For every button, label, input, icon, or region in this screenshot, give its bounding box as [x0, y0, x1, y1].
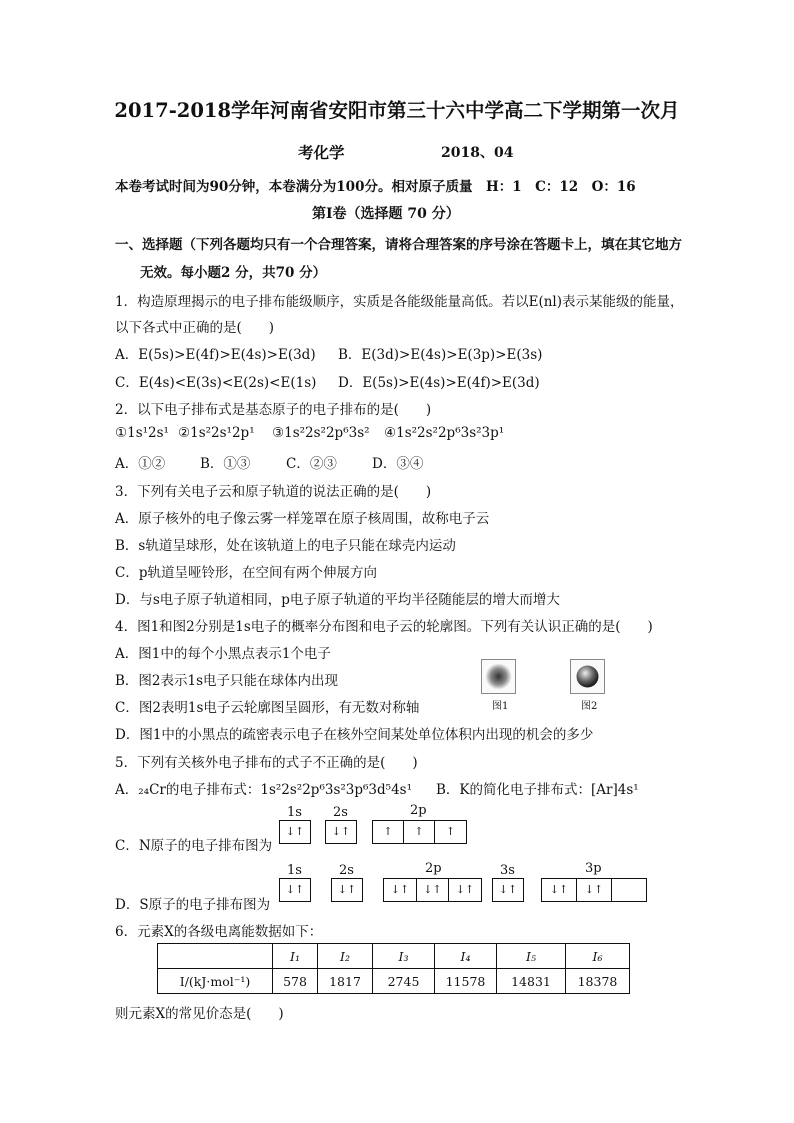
q4-option-b: B．图2表示1s电子只能在球体内出现 — [115, 673, 339, 689]
q5-option-d: D．S原子的电子排布图为 — [115, 897, 271, 913]
q1-stem-2: 以下各式中正确的是( ) — [115, 320, 275, 336]
s-1s-cell: ↓↑ — [285, 883, 305, 896]
s-orbital-label-1s: 1s — [287, 863, 302, 878]
table-cell: 1817 — [318, 969, 373, 994]
table-cell: 18378 — [566, 969, 630, 994]
n-1s-orbital-box — [279, 820, 311, 844]
n-2s-orbital-box — [325, 820, 357, 844]
q4-option-d: D．图1中的小黑点的疏密表示电子在核外空间某处单位体积内出现的机会的多少 — [115, 727, 594, 743]
q6-stem: 6．元素X的各级电离能数据如下： — [115, 924, 323, 940]
s-3p-cell-2: ↓↑ — [577, 879, 612, 901]
n-2s-cell: ↓↑ — [331, 825, 351, 838]
table-cell: 14831 — [497, 969, 566, 994]
s-2p-orbital-box — [383, 878, 482, 902]
s-3s-cell: ↓↑ — [498, 883, 518, 896]
s-orbital-label-3s: 3s — [500, 863, 515, 878]
n-2p-cell-2: ↑ — [404, 821, 435, 843]
q5-option-c: C．N原子的电子排布图为 — [115, 838, 273, 854]
table-header-cell: I₂ — [318, 944, 373, 969]
s-1s-orbital-box — [279, 878, 311, 902]
table-header-row — [158, 944, 630, 969]
page-title: 2017-2018学年河南省安阳市第三十六中学高二下学期第一次月 — [114, 99, 680, 122]
section-instructions-2: 无效。每小题2 分，共70 分） — [140, 265, 327, 281]
table-cell: 2745 — [373, 969, 435, 994]
q5-option-a: A．₂₄Cr的电子排布式：1s²2s²2p⁶3s²3p⁶3d⁵4s¹ — [115, 782, 412, 798]
q4-stem: 4．图1和图2分别是1s电子的概率分布图和电子云的轮廓图。下列有关认识正确的是( ) — [115, 619, 653, 635]
figure-2-contour-image — [570, 659, 605, 694]
q1-stem-1: 1．构造原理揭示的电子排布能级顺序，实质是各能级能量高低。若以E(nl)表示某能级的能量， — [115, 294, 684, 310]
q3-option-a: A．原子核外的电子像云雾一样笼罩在原子核周围，故称电子云 — [115, 511, 490, 527]
n-orbital-label-2s: 2s — [333, 805, 348, 820]
q2-item-1: ①1s¹2s¹ — [115, 425, 169, 441]
q1-option-c: C．E(4s)<E(3s)<E(2s)<E(1s) — [115, 375, 317, 391]
s-2p-cell-3: ↓↑ — [455, 883, 475, 896]
q6-tail: 则元素X的常见价态是( ) — [115, 1006, 284, 1022]
figure-2-label: 图2 — [581, 701, 598, 712]
q4-option-c: C．图2表明1s电子云轮廓图呈圆形，有无数对称轴 — [115, 700, 420, 716]
n-1s-cell: ↓↑ — [285, 825, 305, 838]
table-row — [158, 969, 630, 994]
table-corner-cell — [158, 944, 273, 969]
q4-option-a: A．图1中的每个小黑点表示1个电子 — [115, 646, 331, 662]
q2-item-4: ④1s²2s²2p⁶3s²3p¹ — [384, 425, 505, 441]
q2-item-3: ③1s²2s²2p⁶3s² — [272, 425, 370, 441]
q2-stem: 2．以下电子排布式是基态原子的电子排布的是( ) — [115, 402, 432, 418]
s-3p-cell-1: ↓↑ — [542, 879, 577, 901]
ionization-energy-table — [157, 943, 630, 994]
table-cell: 578 — [273, 969, 318, 994]
q5-option-b: B．K的简化电子排布式：[Ar]4s¹ — [436, 782, 639, 798]
n-2p-orbital-box — [372, 820, 467, 844]
figure-1-label: 图1 — [492, 701, 509, 712]
s-2p-cell-1: ↓↑ — [384, 879, 417, 901]
q1-option-d: D．E(5s)>E(4s)>E(4f)>E(3d) — [338, 375, 540, 391]
table-cell: 11578 — [435, 969, 497, 994]
s-3p-orbital-box — [541, 878, 647, 902]
q2-option-c: C．②③ — [286, 456, 337, 472]
exam-info: 本卷考试时间为90分钟，本卷满分为100分。相对原子质量 H：1 C：12 O：16 — [115, 179, 636, 195]
q2-option-b: B．①③ — [200, 456, 251, 472]
page-subtitle: 考化学 — [298, 143, 345, 162]
q3-option-b: B．s轨道呈球形，处在该轨道上的电子只能在球壳内运动 — [115, 538, 456, 554]
s-3s-orbital-box — [492, 878, 524, 902]
table-row-label: I/(kJ·mol⁻¹) — [158, 969, 273, 994]
table-header-cell: I₆ — [566, 944, 630, 969]
table-header-cell: I₅ — [497, 944, 566, 969]
figure-1-probability-image — [481, 659, 516, 694]
s-orbital-label-3p: 3p — [585, 861, 602, 876]
table-header-cell: I₄ — [435, 944, 497, 969]
s-orbital-label-2p: 2p — [425, 861, 442, 876]
n-2p-cell-1: ↑ — [373, 821, 404, 843]
q2-option-d: D．③④ — [372, 456, 424, 472]
section-instructions-1: 一、选择题（下列各题均只有一个合理答案，请将合理答案的序号涂在答题卡上，填在其它地方 — [115, 237, 682, 253]
s-2s-orbital-box — [331, 878, 363, 902]
exam-date: 2018、04 — [441, 145, 514, 161]
q5-stem: 5．下列有关核外电子排布的式子不正确的是( ) — [115, 755, 418, 771]
table-header-cell: I₃ — [373, 944, 435, 969]
q2-option-a: A．①② — [115, 456, 166, 472]
q3-option-d: D．与s电子原子轨道相同，p电子原子轨道的平均半径随能层的增大而增大 — [115, 592, 560, 608]
q1-option-a: A．E(5s)>E(4f)>E(4s)>E(3d) — [115, 347, 316, 363]
n-orbital-label-1s: 1s — [287, 805, 302, 820]
q3-stem: 3．下列有关电子云和原子轨道的说法正确的是( ) — [115, 484, 432, 500]
s-2s-cell: ↓↑ — [337, 883, 357, 896]
n-orbital-label-2p: 2p — [410, 803, 427, 818]
s-2p-cell-2: ↓↑ — [417, 879, 449, 901]
q3-option-c: C．p轨道呈哑铃形，在空间有两个伸展方向 — [115, 565, 377, 581]
q1-option-b: B．E(3d)>E(4s)>E(3p)>E(3s) — [338, 347, 543, 363]
table-header-cell: I₁ — [273, 944, 318, 969]
q2-item-2: ②1s²2s¹2p¹ — [178, 425, 255, 441]
s-3p-cell-3 — [612, 879, 646, 901]
s-orbital-label-2s: 2s — [339, 863, 354, 878]
n-2p-cell-3: ↑ — [445, 825, 456, 838]
part-heading: 第Ⅰ卷（选择题 70 分） — [312, 206, 460, 222]
